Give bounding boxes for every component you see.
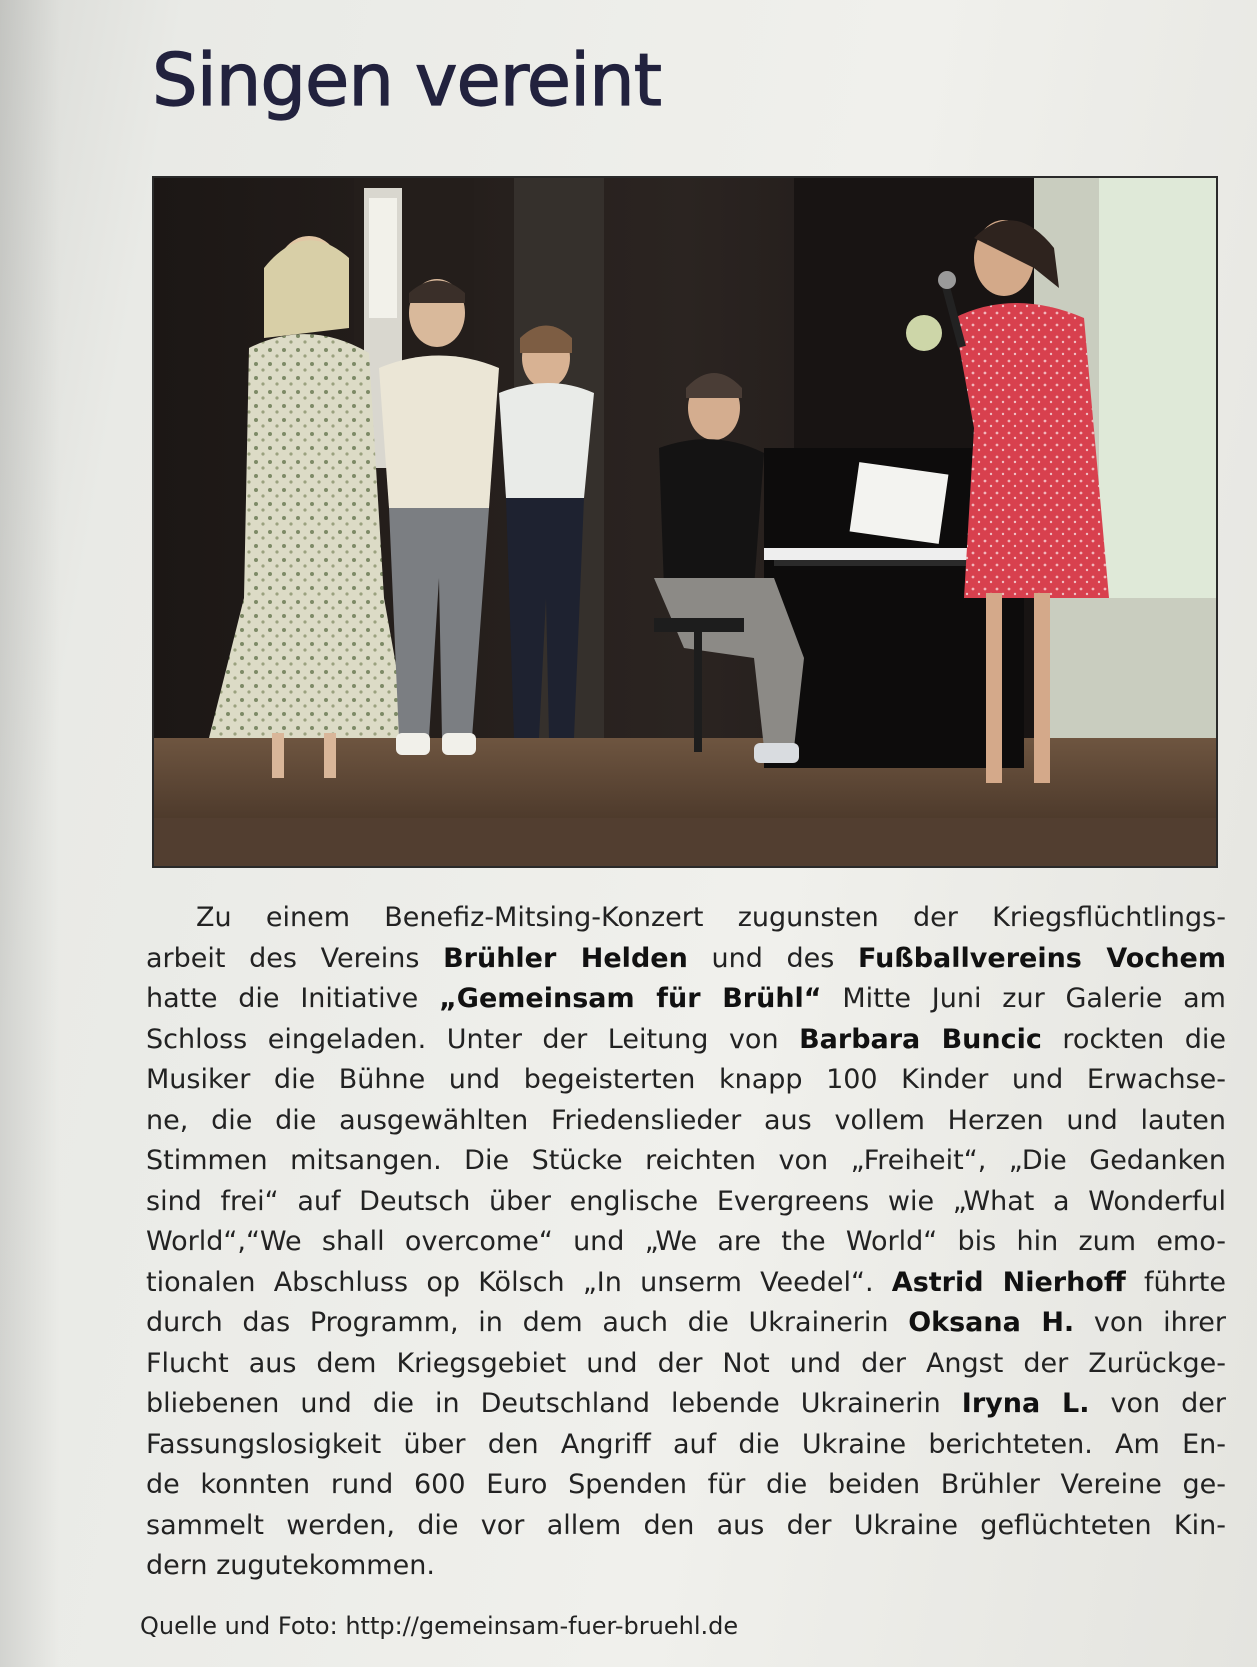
article-text: sind frei“ auf Deutsch über englische Evergreens wie „What a Wonderful (146, 1185, 1226, 1217)
article-emphasis: Iryna L. (961, 1388, 1090, 1419)
article-text: bliebenen und die in Deutschland lebende Ukrainerin (146, 1388, 962, 1419)
article-text: World“,“We shall overcome“ und „We are the World“ bis hin zum emo- (146, 1226, 1226, 1257)
photo-source-credit: Quelle und Foto: http://gemeinsam-fuer-bruehl.de (140, 1612, 739, 1640)
article-text: Mitte Juni zur Galerie am (821, 983, 1226, 1014)
article-text: Stimmen mitsangen. Die Stücke reichten von „Freiheit“, „Die Gedanken (146, 1145, 1226, 1176)
article-text: von ihrer (1074, 1307, 1226, 1338)
article-emphasis: Brühler Helden (443, 942, 688, 974)
article-line (146, 1020, 1226, 1061)
article-line (146, 1101, 1226, 1142)
article-line (146, 1465, 1226, 1506)
article-line (146, 979, 1226, 1020)
article-text: hatte die Initiative (146, 983, 440, 1014)
article-text: arbeit des Vereins (146, 942, 444, 974)
article-line (146, 1546, 1226, 1587)
article-text: sammelt werden, die vor allem den aus der Ukraine geflüchteten Kin- (146, 1509, 1226, 1541)
article-text: Fassungslosigkeit über den Angriff auf die Ukraine berichteten. Am En- (146, 1428, 1226, 1460)
article-line (146, 1263, 1226, 1304)
article-text: tionalen Abschluss op Kölsch „In unserm Veedel“. (146, 1266, 892, 1298)
article-text: dern zugutekommen. (146, 1550, 435, 1581)
article-line (146, 1303, 1226, 1344)
article-line (146, 1141, 1226, 1182)
article-line (146, 1506, 1226, 1547)
article-text: de konnten rund 600 Euro Spenden für die beiden Brühler Vereine ge- (146, 1469, 1226, 1500)
article-line (146, 1222, 1226, 1263)
article-line (146, 898, 1226, 939)
article-line (146, 1060, 1226, 1101)
article-text: Musiker die Bühne und begeisterten knapp 100 Kinder und Erwachse- (146, 1064, 1226, 1095)
headline: Singen vereint (152, 38, 661, 122)
article-text: von der (1089, 1388, 1226, 1419)
page-edge-shadow (0, 0, 60, 1667)
article-line (146, 1425, 1226, 1466)
article-body (146, 898, 1226, 1587)
article-photo (152, 176, 1218, 868)
article-text: Schloss eingeladen. Unter der Leitung von (146, 1023, 800, 1055)
article-emphasis: Fußballvereins Vochem (857, 942, 1226, 974)
article-text: ne, die die ausgewählten Friedenslieder aus vollem Herzen und lauten (146, 1104, 1226, 1136)
article-emphasis: Oksana H. (908, 1307, 1075, 1338)
article-emphasis: Barbara Buncic (799, 1023, 1042, 1055)
article-emphasis: Astrid Nierhoff (891, 1266, 1126, 1298)
article-line (146, 1182, 1226, 1223)
article-text: durch das Programm, in dem auch die Ukrainerin (146, 1307, 909, 1338)
article-text: Flucht aus dem Kriegsgebiet und der Not und der Angst der Zurückge- (146, 1347, 1226, 1379)
article-text: und des (687, 942, 858, 974)
article-line (146, 1384, 1226, 1425)
article-line (146, 939, 1226, 980)
article-text: Zu einem Benefiz-Mitsing-Konzert zugunsten der Kriegsflüchtlings- (196, 902, 1226, 933)
article-text: führte (1125, 1266, 1226, 1298)
article-emphasis: „Gemeinsam für Brühl“ (439, 983, 822, 1014)
article-text: rockten die (1041, 1023, 1227, 1055)
article-line (146, 1344, 1226, 1385)
